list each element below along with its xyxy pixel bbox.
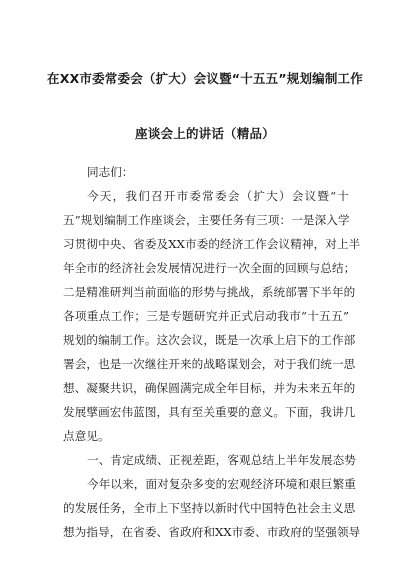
paragraph-1-line: 想、凝聚共识，确保圆满完成全年目标，并为未来五年的 xyxy=(63,381,356,395)
paragraph-1-line: 发展擘画宏伟蓝图，具有至关重要的意义。下面，我讲几 xyxy=(63,405,356,419)
paragraph-1-line: 习贯彻中央、省委及XX市委的经济工作会议精神，对上半 xyxy=(63,237,361,251)
paragraph-1-line: 年全市的经济社会发展情况进行一次全面的回顾与总结； xyxy=(63,261,356,275)
paragraph-1-line: 点意见。 xyxy=(63,429,110,443)
paragraph-1-line: 二是精准研判当前面临的形势与挑战，系统部署下半年的 xyxy=(63,285,356,299)
paragraph-1-line: 今天，我们召开市委常委会（扩大）会议暨“十 xyxy=(87,189,349,203)
paragraph-1-line: 规划的编制工作。这次会议，既是一次承上启下的工作部 xyxy=(63,333,356,347)
paragraph-1-line: 各项重点工作；三是专题研究并正式启动我市“十五五” xyxy=(63,309,349,323)
paragraph-1-line: 署会，也是一次继往开来的战略谋划会，对于我们统一思 xyxy=(63,357,356,371)
paragraph-2-line: 的发展任务，全市上下坚持以新时代中国特色社会主义思 xyxy=(63,501,356,515)
document-title-line-2: 座谈会上的讲话（精品） xyxy=(135,126,275,141)
section-heading: 一、肯定成绩、正视差距，客观总结上半年发展态势 xyxy=(87,453,356,467)
paragraph-1-line: 五”规划编制工作座谈会，主要任务有三项：一是深入学 xyxy=(63,213,350,227)
salutation: 同志们： xyxy=(87,165,134,179)
paragraph-2-line: 想为指导，在省委、省政府和XX市委、市政府的坚强领导 xyxy=(63,525,361,539)
document-title-line-1: 在XX市委常委会（扩大）会议暨“十五五”规划编制工作 xyxy=(47,71,363,86)
paragraph-2-line: 今年以来，面对复杂多变的宏观经济环境和艰巨繁重 xyxy=(87,477,356,491)
